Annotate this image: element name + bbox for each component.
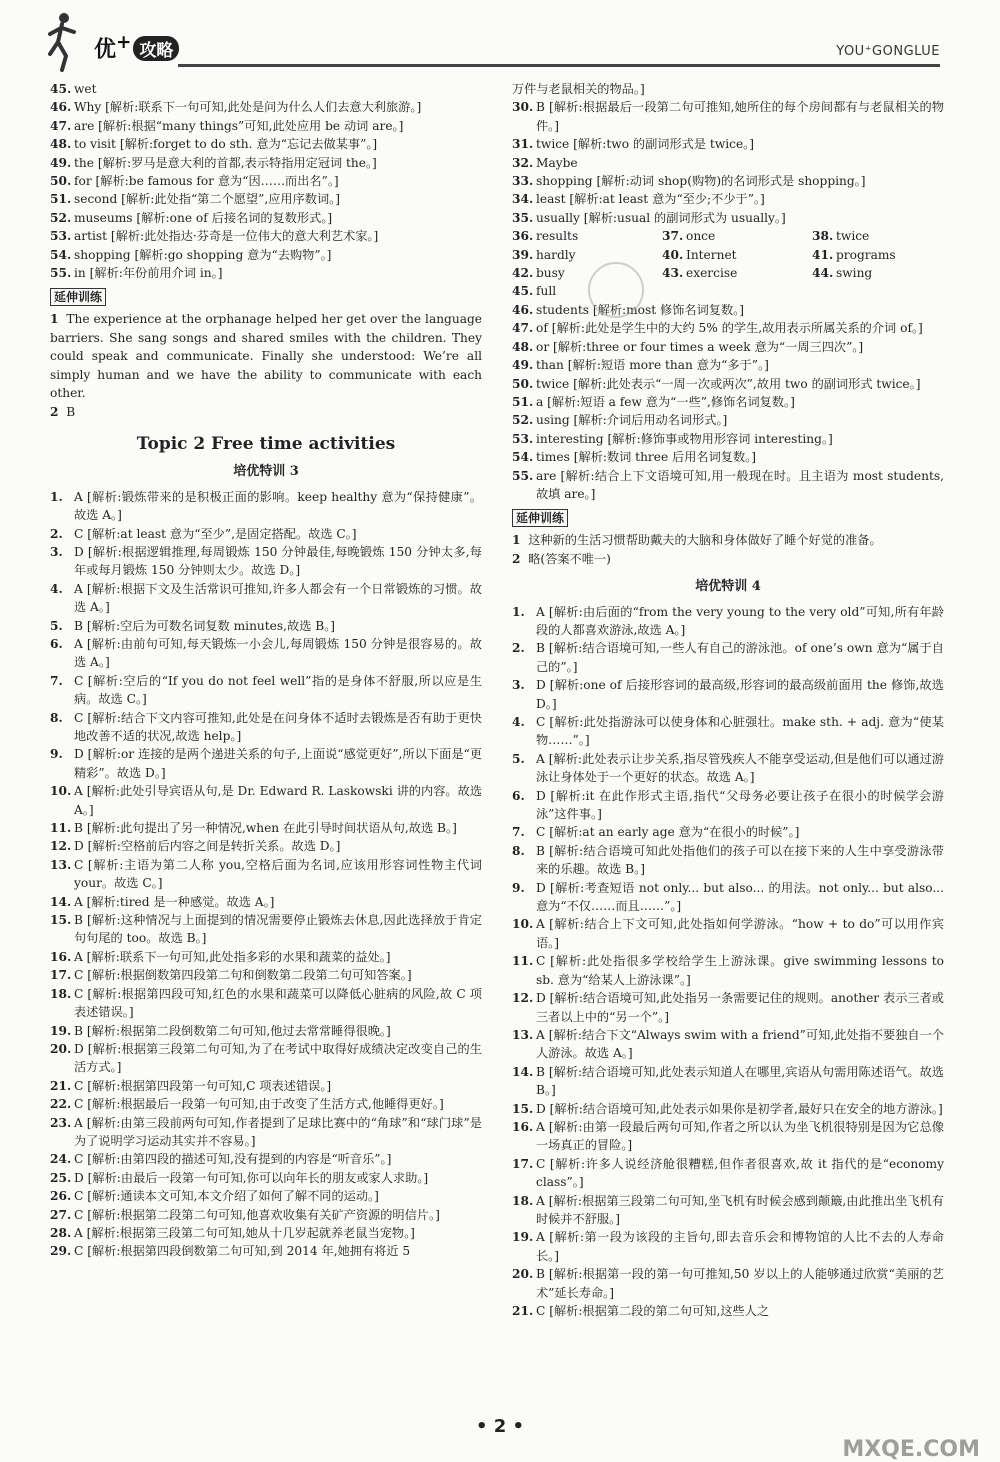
item-text: B [解析:结合语境可知,一些人有自己的游泳池。of one’s own 意为“属于自己的”。]: [536, 641, 944, 674]
list-item: [50, 1169, 482, 1187]
left-column: [50, 80, 482, 1261]
item-text: C [解析:由第四段的描述可知,没有提到的内容是“听音乐”。]: [74, 1152, 392, 1167]
item-text: using [解析:介词后用动名词形式。]: [536, 413, 728, 428]
item-text: A [解析:第一段为该段的主旨句,即去音乐会和博物馆的人比不去的人寿命长。]: [536, 1230, 944, 1263]
item-text: D [解析:结合语境可知,此处表示如果你是初学者,最好只在安全的地方游泳。]: [536, 1101, 943, 1116]
item-number: 19.: [512, 1230, 534, 1245]
item-number: 35.: [512, 210, 534, 225]
item-number: 2: [50, 404, 59, 419]
list-item: [50, 80, 482, 98]
item-text: C [解析:此处指很多学校给学生上游泳课。give swimming lessons to sb. 意为“给某人上游泳课”。]: [536, 954, 944, 987]
item-text: museums [解析:one of 后接名词的复数形式。]: [74, 210, 333, 225]
section-tag: 延伸训练: [50, 288, 106, 306]
item-number: 45.: [512, 284, 534, 299]
item-text: D [解析:one of 后接形容词的最高级,形容词的最高级前面用 the 修饰,故选 D。]: [536, 678, 944, 711]
item-text: a [解析:短语 a few 意为“一些”,修饰名词复数。]: [536, 394, 795, 409]
item-text: B [解析:结合语境可知,此处表示知道人在哪里,宾语从句需用陈述语气。故选 B。]: [536, 1064, 944, 1098]
item-number: 16.: [50, 949, 72, 964]
item-number: 49.: [50, 155, 72, 170]
item-number: 9.: [50, 747, 63, 762]
item-text: A [解析:此处引导宾语从句,是 Dr. Edward R. Laskowski 讲的内容。故选 A。]: [74, 784, 482, 817]
list-item: [512, 989, 944, 1026]
list-item: [512, 1302, 944, 1320]
list-item: [662, 246, 812, 264]
item-number: 1.: [50, 489, 63, 504]
list-item: [512, 301, 944, 319]
item-number: 52.: [512, 413, 534, 428]
item-text: C [解析:根据第二段第二句可知,他喜欢收集有关矿产资源的明信片。]: [74, 1207, 440, 1222]
extension-answer: [512, 531, 944, 549]
logo: [44, 10, 194, 74]
item-number: 28.: [50, 1225, 72, 1240]
item-number: 3.: [512, 678, 525, 693]
item-text: wet: [74, 82, 97, 96]
list-item: [512, 282, 944, 300]
item-number: 32.: [512, 155, 534, 170]
item-text: of [解析:此处是学生中的大约 5% 的学生,故用表示所属关系的介词 of。]: [536, 321, 923, 336]
item-number: 47.: [512, 321, 534, 336]
list-item: [50, 525, 482, 543]
item-number: 5.: [512, 751, 525, 766]
item-text: D [解析:it 在此作形式主语,指代“父母务必要让孩子在很小的时候学会游泳”这件事。]: [536, 788, 944, 822]
item-text: A [解析:根据第三段第二句可知,坐飞机有时候会感到颠簸,由此推出坐飞机有时候并不舒服。]: [536, 1193, 944, 1226]
answer-list: [512, 98, 944, 227]
list-item: [512, 227, 662, 245]
item-number: 26.: [50, 1189, 72, 1204]
item-number: 16.: [512, 1119, 534, 1134]
list-item: [50, 209, 482, 227]
list-item: [50, 1224, 482, 1242]
item-number: 45.: [50, 82, 72, 96]
item-text: A [解析:由前句可知,每天锻炼一小会儿,每周锻炼 150 分钟是很容易的。故选 A。]: [74, 636, 482, 670]
list-item: [50, 172, 482, 190]
item-text: C [解析:许多人说经济舱很糟糕,但作者很喜欢,故 it 指代的是“economy class”。]: [536, 1156, 944, 1190]
section-tag: 延伸训练: [512, 509, 568, 527]
item-number: 12.: [50, 839, 72, 854]
item-number: 50.: [50, 174, 72, 189]
item-text: A [解析:联系下一句可知,此处指多彩的水果和蔬菜的益处。]: [74, 949, 391, 964]
item-number: 5.: [50, 618, 63, 633]
item-number: 15.: [50, 913, 72, 928]
item-number: 42.: [512, 266, 534, 281]
list-item: [512, 338, 944, 356]
list-item: [512, 411, 944, 429]
item-number: 51.: [512, 394, 534, 409]
item-number: 39.: [512, 247, 534, 262]
list-item: [50, 635, 482, 672]
item-text: C [解析:空后的“If you do not feel well”指的是身体不舒服,所以应是生病。故选 C。]: [74, 673, 482, 707]
list-item: [512, 1100, 944, 1118]
item-text: D [解析:or 连接的是两个递进关系的句子,上面说“感觉更好”,所以下面是“更精彩”。故选 D。]: [74, 747, 482, 780]
list-item: [512, 823, 944, 841]
list-item: [512, 915, 944, 952]
item-text: hardly: [536, 247, 576, 262]
item-number: 27.: [50, 1207, 72, 1222]
item-text: results: [536, 229, 579, 244]
list-item: [512, 430, 944, 448]
item-text: A [解析:根据第三段第二句可知,她从十几岁起就养老鼠当宠物。]: [74, 1225, 415, 1240]
item-number: 17.: [512, 1156, 534, 1171]
item-text: B [解析:结合语境可知此处指他们的孩子可以在接下来的人生中享受游泳带来的乐趣。故选 B。]: [536, 843, 944, 877]
list-item: [50, 985, 482, 1022]
item-number: 9.: [512, 880, 525, 895]
item-text: usually [解析:usual 的副词形式为 usually。]: [536, 210, 786, 225]
list-item: [50, 227, 482, 245]
item-number: 52.: [50, 210, 72, 225]
item-number: 19.: [50, 1023, 72, 1038]
list-item: [50, 135, 482, 153]
item-text: D [解析:根据第三段第二句可知,为了在考试中取得好成绩决定改变自己的生活方式。]: [74, 1041, 482, 1075]
homework-stamp: [588, 262, 644, 318]
item-number: 54.: [512, 450, 534, 465]
item-text: A [解析:锻炼带来的是积极正面的影响。keep healthy 意为“保持健康”。故选 A。]: [74, 489, 482, 523]
item-text: least [解析:at least 意为“至少;不少于”。]: [536, 192, 765, 207]
item-text: are [解析:根据“many things”可知,此处应用 be 动词 are。]: [74, 118, 404, 133]
list-item: [50, 617, 482, 635]
list-item: [50, 856, 482, 893]
item-number: 43.: [662, 266, 684, 281]
item-number: 6.: [512, 788, 525, 803]
item-text: C [解析:根据第四段倒数第二句可知,到 2014 年,她拥有将近 5: [74, 1244, 411, 1259]
answer-grid: [512, 227, 944, 282]
item-text: interesting [解析:修饰事或物用形容词 interesting。]: [536, 431, 833, 446]
item-number: 30.: [512, 100, 534, 115]
item-text: C [解析:根据倒数第四段第二句和倒数第二段第二句可知答案。]: [74, 968, 412, 983]
item-text: A [解析:由第一段最后两句可知,作者之所以认为坐飞机很特别是因为它总像一场真正的冒险。]: [536, 1119, 944, 1153]
list-item: [512, 154, 944, 172]
list-item: [50, 488, 482, 525]
list-item: [512, 467, 944, 504]
item-number: 18.: [512, 1193, 534, 1208]
item-number: 6.: [50, 636, 63, 651]
item-text: students [解析:most 修饰名词复数。]: [536, 302, 745, 317]
item-text: B [解析:这种情况与上面提到的情况需要停止锻炼去休息,因此选择放于肯定句句尾的 too。故选 B。]: [74, 913, 482, 946]
list-item: [50, 580, 482, 617]
list-item: [662, 264, 812, 282]
list-item: [50, 911, 482, 948]
item-text: B [解析:根据第二段倒数第二句可知,他过去常常睡得很晚。]: [74, 1023, 391, 1038]
item-text: B [解析:根据最后一段第二句可推知,她所住的每个房间都有与老鼠相关的物件。]: [536, 100, 944, 133]
item-number: 53.: [512, 431, 534, 446]
item-number: 46.: [50, 100, 72, 115]
item-text: full: [536, 284, 557, 299]
item-text: C [解析:根据第四段可知,红色的水果和蔬菜可以降低心脏病的风险,故 C 项表述错误。]: [74, 986, 482, 1020]
item-text: C [解析:at an early age 意为“在很小的时候”。]: [536, 825, 800, 840]
list-item: [512, 787, 944, 824]
runner-icon: [44, 10, 88, 72]
item-number: 7.: [50, 673, 63, 688]
item-number: 48.: [50, 137, 72, 152]
list-item: [512, 209, 944, 227]
list-item: [812, 264, 944, 282]
item-text: A [解析:由后面的“from the very young to the very old”可知,所有年龄段的人都喜欢游泳,故选 A。]: [536, 604, 944, 637]
list-item: [50, 966, 482, 984]
list-item: [512, 879, 944, 916]
continued-text: 万件与老鼠相关的物品。]: [512, 82, 645, 96]
item-number: 29.: [50, 1244, 72, 1259]
answer-list: [50, 80, 482, 282]
right-column: [512, 80, 944, 1320]
item-text: or [解析:three or four times a week 意为“一周三四次”。]: [536, 339, 864, 354]
item-text: in [解析:年份前用介词 in。]: [74, 266, 223, 281]
answer-list: [512, 603, 944, 1321]
list-item: [512, 1063, 944, 1100]
item-number: 21.: [50, 1078, 72, 1093]
item-number: 2.: [50, 526, 63, 541]
list-item: [50, 1077, 482, 1095]
item-text: D [解析:根据逻辑推理,每周锻炼 150 分钟最佳,每晚锻炼 150 分钟太多,每年或每月锻炼 150 分钟则太少。故选 D。]: [74, 544, 482, 578]
item-text: twice [解析:此处表示“一周一次或两次”,故用 two 的副词形式 twice。]: [536, 376, 921, 391]
item-number: 13.: [50, 857, 72, 872]
item-text: C [解析:at least 意为“至少”,是固定搭配。故选 C。]: [74, 526, 357, 541]
answer-list: [50, 488, 482, 1261]
item-text: Internet: [686, 247, 737, 262]
list-item: [512, 246, 662, 264]
item-text: A [解析:由第三段前两句可知,作者提到了足球比赛中的“角球”和“球门球”是为了说明学习运动其实并不容易。]: [74, 1115, 482, 1148]
extension-answer: [512, 550, 944, 568]
item-text: than [解析:短语 more than 意为“多于”。]: [536, 358, 769, 373]
list-item: [512, 676, 944, 713]
list-item: [50, 154, 482, 172]
item-number: 11.: [50, 821, 72, 836]
list-item: [512, 98, 944, 135]
list-item: [50, 948, 482, 966]
item-number: 34.: [512, 192, 534, 207]
item-number: 8.: [512, 843, 525, 858]
item-number: 50.: [512, 376, 534, 391]
item-number: 46.: [512, 302, 534, 317]
list-item: [50, 1095, 482, 1113]
header-divider: [178, 64, 940, 67]
item-number: 25.: [50, 1170, 72, 1185]
item-number: 3.: [50, 544, 63, 559]
list-item: [812, 227, 944, 245]
item-text: twice [解析:two 的副词形式是 twice。]: [536, 137, 755, 152]
list-item: [512, 393, 944, 411]
item-text: C [解析:根据第四段第一句可知,C 项表述错误。]: [74, 1078, 332, 1093]
list-item: [512, 1192, 944, 1229]
item-number: 44.: [812, 266, 834, 281]
item-text: once: [686, 229, 716, 244]
list-item: [512, 190, 944, 208]
item-number: 4.: [50, 581, 63, 596]
item-text: swing: [836, 266, 873, 281]
list-item: [50, 1022, 482, 1040]
item-number: 14.: [50, 894, 72, 909]
item-text: B [解析:此句提出了另一种情况,when 在此引导时间状语从句,故选 B。]: [74, 821, 457, 836]
list-item: [50, 117, 482, 135]
list-item: [512, 713, 944, 750]
item-number: 15.: [512, 1101, 534, 1116]
item-text: shopping [解析:go shopping 意为“去购物”。]: [74, 247, 332, 262]
item-text: 这种新的生活习惯帮助戴夫的大脑和身体做好了睡个好觉的准备。: [528, 533, 882, 548]
logo-text: [94, 32, 179, 63]
item-text: A [解析:结合上下文可知,此处指如何学游泳。“how + to do”可以用作宾语。]: [536, 917, 944, 950]
item-number: 31.: [512, 137, 534, 152]
item-number: 48.: [512, 339, 534, 354]
item-text: C [解析:根据第二段的第二句可知,这些人之: [536, 1304, 770, 1318]
item-text: busy: [536, 266, 565, 281]
item-text: B [解析:根据第一段的第一句可推知,50 岁以上的人能够通过欣赏“美丽的艺术”延长寿命。]: [536, 1267, 944, 1300]
list-item: [50, 1040, 482, 1077]
item-text: Maybe: [536, 155, 578, 170]
item-text: A [解析:根据下文及生活常识可推知,许多人都会有一个日常锻炼的习惯。故选 A。]: [74, 581, 482, 615]
item-number: 20.: [512, 1267, 534, 1282]
item-text: twice: [836, 229, 870, 244]
list-item: [512, 319, 944, 337]
item-number: 1: [50, 312, 59, 327]
section-title: 培优特训 4: [695, 579, 761, 595]
item-number: 20.: [50, 1041, 72, 1056]
item-number: 51.: [50, 192, 72, 207]
page-header: [0, 0, 1000, 78]
list-item: [50, 745, 482, 782]
item-text: A [解析:tired 是一种感觉。故选 A。]: [74, 894, 275, 909]
item-text: B: [66, 404, 76, 419]
list-item: [50, 1242, 482, 1260]
answer-list: [512, 282, 944, 503]
brand-text: YOU⁺GONGLUE: [836, 44, 940, 59]
extension-answer: [50, 403, 482, 421]
list-item: [512, 448, 944, 466]
logo-plus: +: [116, 32, 132, 53]
list-item: [512, 375, 944, 393]
item-number: 11.: [512, 954, 534, 969]
section-title: 培优特训 3: [233, 464, 299, 480]
item-text: C [解析:结合下文内容可推知,此处是在问身体不适时去锻炼是否有助于更快地改善不适的状况,故选 help。]: [74, 710, 482, 743]
list-item: [662, 227, 812, 245]
item-number: 37.: [662, 229, 684, 244]
list-item: [50, 782, 482, 819]
list-item: [50, 837, 482, 855]
item-text: C [解析:主语为第二人称 you,空格后面为名词,应该用形容词性物主代词 your。故选 C。]: [74, 857, 482, 891]
item-text: A [解析:此处表示让步关系,指尽管残疾人不能享受运动,但是他们可以通过游泳让身体处于一个更好的状态。故选 A。]: [536, 751, 944, 785]
list-item: [50, 819, 482, 837]
item-number: 10.: [512, 917, 534, 932]
item-text: D [解析:结合语境可知,此处指另一条需要记住的规则。another 表示三者或三者以上中的“另一个”。]: [536, 991, 944, 1024]
item-number: 47.: [50, 118, 72, 133]
item-number: 10.: [50, 784, 72, 799]
list-item: [512, 1026, 944, 1063]
list-item: [512, 952, 944, 989]
item-number: 55.: [512, 468, 534, 483]
list-item: [812, 246, 944, 264]
item-text: B [解析:空后为可数名词复数 minutes,故选 B。]: [74, 618, 336, 633]
list-item: [50, 893, 482, 911]
item-text: D [解析:空格前后内容之间是转折关系。故选 D。]: [74, 839, 341, 854]
list-item: [50, 709, 482, 746]
list-item: [512, 639, 944, 676]
list-item: [512, 356, 944, 374]
item-text: A [解析:结合下文“Always swim with a friend”可知,此处指不要独自一个人游泳。故选 A。]: [536, 1027, 944, 1061]
list-item: [50, 1114, 482, 1151]
list-item: [512, 842, 944, 879]
item-text: times [解析:数词 three 后用名词复数。]: [536, 450, 757, 465]
item-number: 41.: [812, 247, 834, 262]
logo-char: 优: [94, 37, 117, 63]
item-text: shopping [解析:动词 shop(购物)的名词形式是 shopping。]: [536, 174, 866, 189]
item-number: 7.: [512, 825, 525, 840]
item-number: 23.: [50, 1115, 72, 1130]
page-number: • 2 •: [475, 1416, 525, 1437]
item-text: the [解析:罗马是意大利的首都,表示特指用定冠词 the。]: [74, 155, 377, 170]
item-number: 8.: [50, 710, 63, 725]
item-number: 21.: [512, 1304, 534, 1318]
item-number: 53.: [50, 229, 72, 244]
list-item: [512, 603, 944, 640]
list-item: [50, 98, 482, 116]
item-number: 24.: [50, 1152, 72, 1167]
item-text: second [解析:此处指“第二个愿望”,应用序数词。]: [74, 192, 341, 207]
list-item: [512, 172, 944, 190]
item-number: 13.: [512, 1027, 534, 1042]
list-item: [512, 1118, 944, 1155]
item-number: 36.: [512, 229, 534, 244]
item-text: programs: [836, 247, 896, 262]
item-number: 33.: [512, 174, 534, 189]
item-text: C [解析:此处指游泳可以使身体和心脏强壮。make sth. + adj. 意为“使某物……”。]: [536, 715, 944, 748]
list-item: [50, 543, 482, 580]
list-item: [50, 190, 482, 208]
item-number: 54.: [50, 247, 72, 262]
item-text: The experience at the orphanage helped her get over the language barriers. She sang songs and shared smiles with the children. They could speak and communicate. Finally she understood: We’re all simply human and we have the ability to communicate with each other.: [50, 312, 482, 401]
list-item: [512, 1228, 944, 1265]
item-number: 38.: [812, 229, 834, 244]
item-text: D [解析:考查短语 not only... but also... 的用法。not only... but also... 意为“不仅……而且……”。]: [536, 880, 944, 914]
item-number: 4.: [512, 715, 525, 729]
item-text: C [解析:通读本文可知,本文介绍了如何了解不同的运动。]: [74, 1189, 379, 1204]
item-number: 2: [512, 551, 521, 566]
item-text: 略(答案不唯一): [528, 551, 611, 566]
item-number: 40.: [662, 247, 684, 262]
item-text: artist [解析:此处指达·芬奇是一位伟大的意大利艺术家。]: [74, 229, 379, 244]
item-number: 2.: [512, 641, 525, 656]
list-item: [50, 672, 482, 709]
list-item: [512, 750, 944, 787]
item-number: 14.: [512, 1064, 534, 1079]
list-item: [50, 1206, 482, 1224]
item-text: exercise: [686, 266, 738, 281]
topic-title: Topic 2 Free time activities: [136, 433, 396, 454]
item-text: are [解析:结合上下文语境可知,用一般现在时。且主语为 most students,故填 are。]: [536, 468, 944, 501]
logo-badge: 攻略: [133, 36, 179, 61]
list-item: [512, 1155, 944, 1192]
item-number: 1: [512, 533, 521, 548]
item-text: Why [解析:联系下一句可知,此处是问为什么人们去意大利旅游。]: [74, 100, 422, 115]
item-number: 1.: [512, 604, 525, 619]
item-text: C [解析:根据最后一段第一句可知,由于改变了生活方式,他睡得更好。]: [74, 1097, 444, 1112]
item-number: 55.: [50, 266, 72, 281]
list-item: [50, 1187, 482, 1205]
watermark: MXQE.COM: [842, 1437, 980, 1462]
item-number: 22.: [50, 1097, 72, 1112]
list-item: [512, 135, 944, 153]
item-text: for [解析:be famous for 意为“因……而出名”。]: [74, 174, 339, 189]
item-number: 18.: [50, 986, 72, 1001]
item-number: 49.: [512, 358, 534, 373]
item-text: to visit [解析:forget to do sth. 意为“忘记去做某事”。]: [74, 137, 378, 152]
item-number: 17.: [50, 968, 72, 983]
list-item: [50, 1150, 482, 1168]
list-item: [512, 1265, 944, 1302]
list-item: [50, 264, 482, 282]
item-text: D [解析:由最后一段第一句可知,你可以向年长的朋友或家人求助。]: [74, 1170, 429, 1185]
item-number: 12.: [512, 991, 534, 1006]
list-item: [50, 246, 482, 264]
extension-paragraph: [50, 310, 482, 402]
